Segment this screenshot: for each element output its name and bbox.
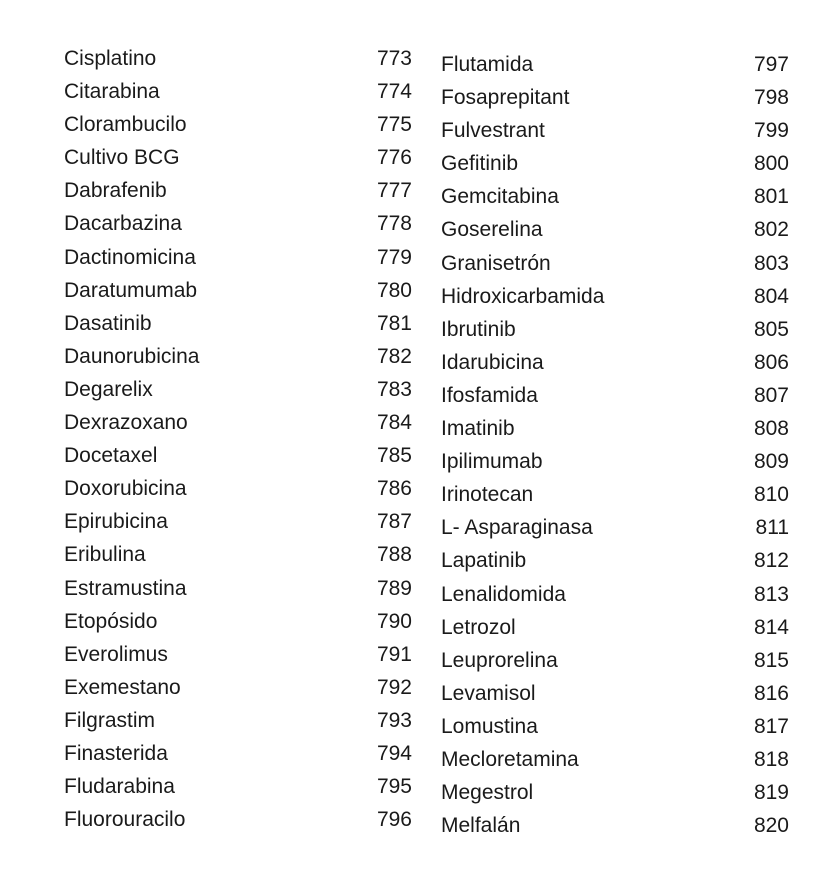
- index-entry: [64, 472, 412, 505]
- index-entry: [441, 611, 789, 644]
- page-number: 788: [376, 543, 412, 567]
- drug-name: Doxorubicina: [64, 477, 187, 501]
- index-column-right: [441, 48, 789, 842]
- drug-name: Flutamida: [441, 53, 534, 76]
- drug-name: Irinotecan: [441, 483, 534, 507]
- page-number: 810: [753, 483, 789, 507]
- index-entry: [441, 213, 789, 246]
- page-number: 807: [753, 383, 789, 407]
- page-number: 791: [376, 642, 412, 666]
- index-entry: [64, 307, 412, 340]
- drug-name: Dactinomicina: [64, 245, 196, 269]
- index-entry: [64, 108, 412, 141]
- drug-name: Fluorouracilo: [64, 808, 186, 832]
- page-number: 795: [376, 775, 412, 799]
- drug-name: Ifosfamida: [441, 383, 538, 407]
- index-entry: [64, 737, 412, 770]
- drug-name: Fludarabina: [64, 775, 175, 799]
- index-entry: [441, 809, 789, 842]
- drug-name: Clorambucilo: [64, 113, 187, 137]
- drug-name: Dasatinib: [64, 311, 152, 335]
- page-number: 818: [753, 747, 789, 771]
- drug-name: Hidroxicarbamida: [441, 284, 605, 308]
- index-entry: [441, 478, 789, 511]
- drug-name: Citarabina: [64, 80, 160, 104]
- index-entry: [64, 671, 412, 704]
- drug-name: L- Asparaginasa: [441, 516, 593, 540]
- page-number: 780: [376, 278, 412, 302]
- page-number: 820: [753, 814, 789, 838]
- drug-name: Dexrazoxano: [64, 411, 188, 435]
- index-entry: [441, 81, 789, 114]
- page-number: 782: [376, 344, 412, 368]
- page-number: 811: [755, 516, 789, 540]
- page-number: 790: [376, 609, 412, 633]
- page-number: 793: [376, 708, 412, 732]
- index-entry: [441, 280, 789, 313]
- page-number: 785: [376, 444, 412, 468]
- drug-name: Finasterida: [64, 741, 168, 765]
- index-entry: [441, 578, 789, 611]
- page-number: 816: [753, 681, 789, 705]
- drug-name: Dabrafenib: [64, 179, 167, 203]
- page-number: 809: [753, 450, 789, 474]
- drug-name: Idarubicina: [441, 350, 544, 374]
- index-entry: [64, 638, 412, 671]
- index-entry: [441, 114, 789, 147]
- index-entry: [441, 677, 789, 710]
- index-entry: [441, 776, 789, 809]
- index-entry: [441, 180, 789, 213]
- page-number: 800: [753, 152, 789, 176]
- page-number: 804: [753, 284, 789, 308]
- drug-name: Ipilimumab: [441, 450, 543, 474]
- index-entry: [441, 247, 789, 280]
- page-number: 799: [753, 119, 789, 143]
- index-entry: [64, 274, 412, 307]
- page-number: 819: [753, 781, 789, 805]
- drug-name: Levamisol: [441, 681, 536, 705]
- drug-name: Leuprorelina: [441, 648, 558, 672]
- page-number: 773: [376, 47, 412, 70]
- drug-name: Daunorubicina: [64, 344, 200, 368]
- page-number: 805: [753, 317, 789, 341]
- index-entry: [64, 704, 412, 737]
- index-entry: [441, 313, 789, 346]
- page-number: 794: [376, 741, 412, 765]
- page-number: 776: [376, 146, 412, 170]
- index-entry: [64, 803, 412, 836]
- drug-name: Granisetrón: [441, 251, 551, 275]
- page-number: 808: [753, 417, 789, 441]
- page-number: 803: [753, 251, 789, 275]
- page-number: 797: [753, 53, 789, 76]
- drug-name: Eribulina: [64, 543, 146, 567]
- index-entry: [64, 75, 412, 108]
- page-number: 792: [376, 675, 412, 699]
- index-entry: [441, 346, 789, 379]
- page-number: 798: [753, 86, 789, 110]
- page-number: 817: [753, 714, 789, 738]
- drug-name: Exemestano: [64, 675, 181, 699]
- page-number: 801: [753, 185, 789, 209]
- drug-name: Daratumumab: [64, 278, 198, 302]
- index-entry: [64, 174, 412, 207]
- index-entry: [64, 340, 412, 373]
- index-entry: [64, 770, 412, 803]
- drug-name: Lapatinib: [441, 549, 527, 573]
- index-entry: [441, 412, 789, 445]
- page-number: 787: [376, 510, 412, 534]
- drug-name: Fulvestrant: [441, 119, 545, 143]
- page-number: 781: [376, 311, 412, 335]
- page-number: 783: [376, 377, 412, 401]
- page-number: 796: [376, 808, 412, 832]
- drug-name: Cisplatino: [64, 47, 157, 70]
- drug-name: Dacarbazina: [64, 212, 182, 236]
- index-entry: [441, 147, 789, 180]
- page-number: 779: [376, 245, 412, 269]
- drug-name: Epirubicina: [64, 510, 168, 534]
- index-entry: [441, 445, 789, 478]
- page-number: 774: [376, 80, 412, 104]
- index-entry: [64, 207, 412, 240]
- page-number: 784: [376, 411, 412, 435]
- drug-name: Imatinib: [441, 417, 515, 441]
- index-entry: [64, 141, 412, 174]
- index-entry: [64, 406, 412, 439]
- drug-name: Lenalidomida: [441, 582, 566, 606]
- index-entry: [441, 379, 789, 412]
- index-entry: [64, 505, 412, 538]
- drug-name: Etopósido: [64, 609, 158, 633]
- drug-name: Filgrastim: [64, 708, 156, 732]
- page-number: 812: [753, 549, 789, 573]
- drug-name: Degarelix: [64, 377, 153, 401]
- drug-name: Everolimus: [64, 642, 168, 666]
- index-entry: [64, 605, 412, 638]
- drug-name: Docetaxel: [64, 444, 158, 468]
- index-entry: [441, 644, 789, 677]
- page-number: 802: [753, 218, 789, 242]
- page-number: 814: [753, 615, 789, 639]
- index-entry: [64, 241, 412, 274]
- page-number: 813: [753, 582, 789, 606]
- page-number: 775: [376, 113, 412, 137]
- index-entry: [64, 373, 412, 406]
- page-number: 786: [376, 477, 412, 501]
- drug-name: Goserelina: [441, 218, 543, 242]
- page-number: 789: [376, 576, 412, 600]
- drug-name: Gefitinib: [441, 152, 519, 176]
- page-number: 778: [376, 212, 412, 236]
- drug-name: Ibrutinib: [441, 317, 516, 341]
- drug-name: Letrozol: [441, 615, 516, 639]
- drug-name: Megestrol: [441, 781, 534, 805]
- index-entry: [64, 439, 412, 472]
- page-number: 806: [753, 350, 789, 374]
- index-entry: [441, 544, 789, 577]
- drug-name: Mecloretamina: [441, 747, 579, 771]
- index-column-left: [64, 42, 412, 836]
- index-entry: [64, 572, 412, 605]
- drug-name: Gemcitabina: [441, 185, 559, 209]
- page-number: 815: [753, 648, 789, 672]
- drug-name: Cultivo BCG: [64, 146, 180, 170]
- index-entry: [64, 42, 412, 75]
- drug-name: Melfalán: [441, 814, 521, 838]
- index-entry: [441, 710, 789, 743]
- drug-name: Lomustina: [441, 714, 538, 738]
- index-entry: [441, 511, 789, 544]
- index-entry: [441, 743, 789, 776]
- page-number: 777: [376, 179, 412, 203]
- drug-name: Estramustina: [64, 576, 187, 600]
- index-entry: [441, 48, 789, 81]
- drug-name: Fosaprepitant: [441, 86, 570, 110]
- index-entry: [64, 538, 412, 571]
